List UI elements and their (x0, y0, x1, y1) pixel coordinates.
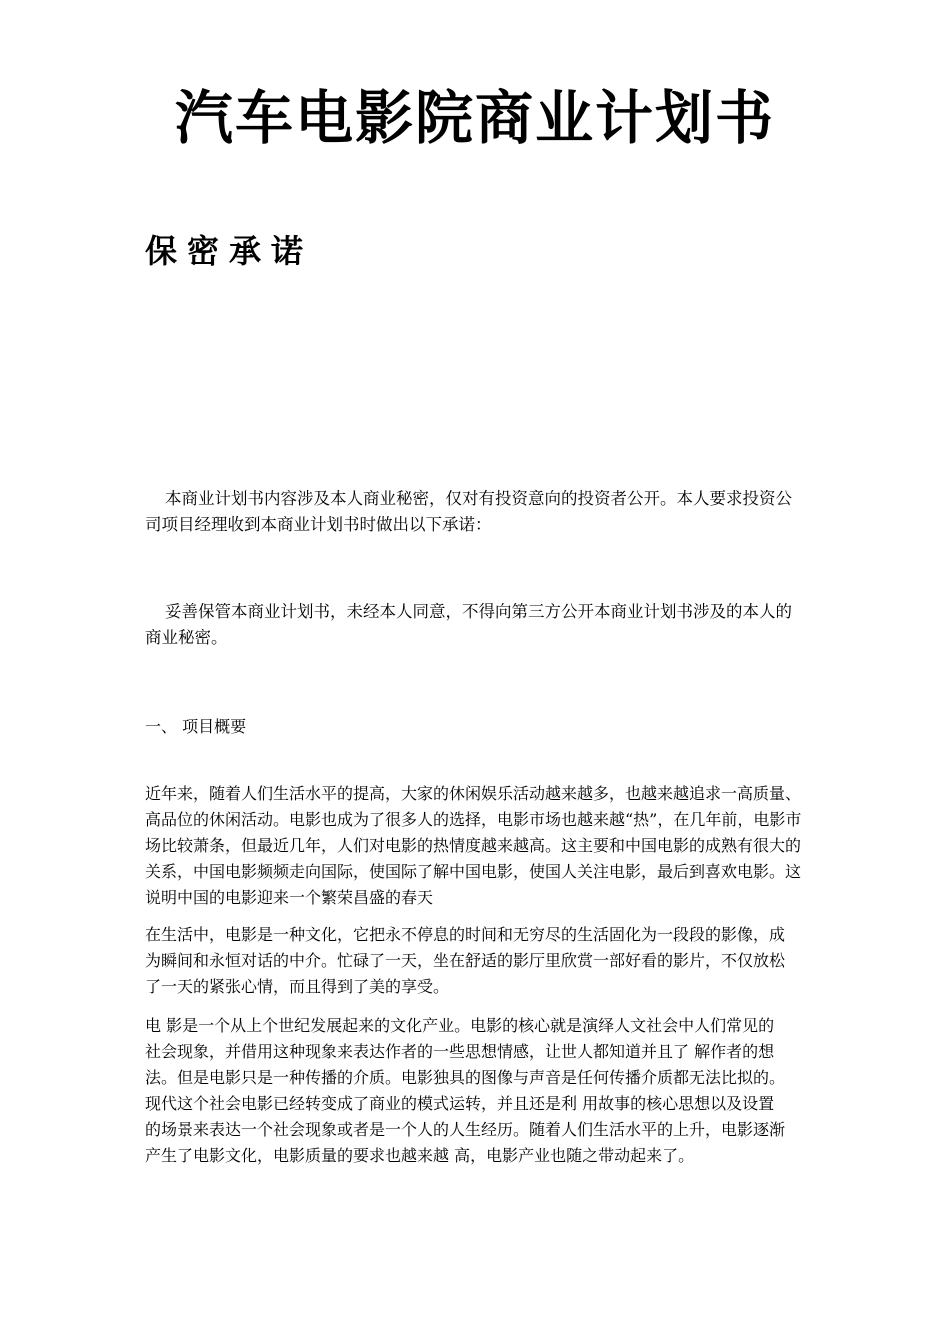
overview-paragraph-3: 电 影是一个从上个世纪发展起来的文化产业。电影的核心就是演绎人文社会中人们常见的社会现象，并借用这种现象来表达作者的一些思想情感，让世人都知道并且了 解作者的想法。但是电影只是一种传播的介质。电影独具的图像与声音是任何传播介质都无法比拟的。现代这个社会电影已经转变成了商业的模式运转，并且还是利 用故事的核心思想以及设置的场景来表达一个社会现象或者是一个人的人生经历。随着人们生活水平的上升，电影逐渐产生了电影文化，电影质量的要求也越来越 高，电影产业也随之带动起来了。 (145, 1016, 786, 1165)
section-one-heading: 一、 项目概要 (145, 717, 247, 736)
confidentiality-paragraph-1: 本商业计划书内容涉及本人商业秘密，仅对有投资意向的投资者公开。本人要求投资公司项目经理收到本商业计划书时做出以下承诺： (145, 489, 792, 534)
document-title: 汽车电影院商业计划书 (174, 84, 775, 152)
confidentiality-paragraph-2: 妥善保管本商业计划书，未经本人同意，不得向第三方公开本商业计划书涉及的本人的商业秘密。 (145, 602, 792, 647)
confidentiality-heading: 保密承诺 (145, 232, 314, 270)
overview-paragraph-2: 在生活中，电影是一种文化，它把永不停息的时间和无穷尽的生活固化为一段段的影像，成为瞬间和永恒对话的中介。忙碌了一天，坐在舒适的影厅里欣赏一部好看的影片，不仅放松了一天的紧张心情，而且得到了美的享受。 (145, 925, 786, 996)
overview-paragraph-1: 近年来，随着人们生活水平的提高，大家的休闲娱乐活动越来越多，也越来越追求一高质量、高品位的休闲活动。电影也成为了很多人的选择，电影市场也越来越“热”，在几年前，电影市场比较萧条，但最近几年，人们对电影的热情度越来越高。这主要和中国电影的成熟有很大的关系，中国电影频频走向国际，使国际了解中国电影，使国人关注电影，最后到喜欢电影。这说明中国的电影迎来一个繁荣昌盛的春天 (145, 784, 802, 907)
